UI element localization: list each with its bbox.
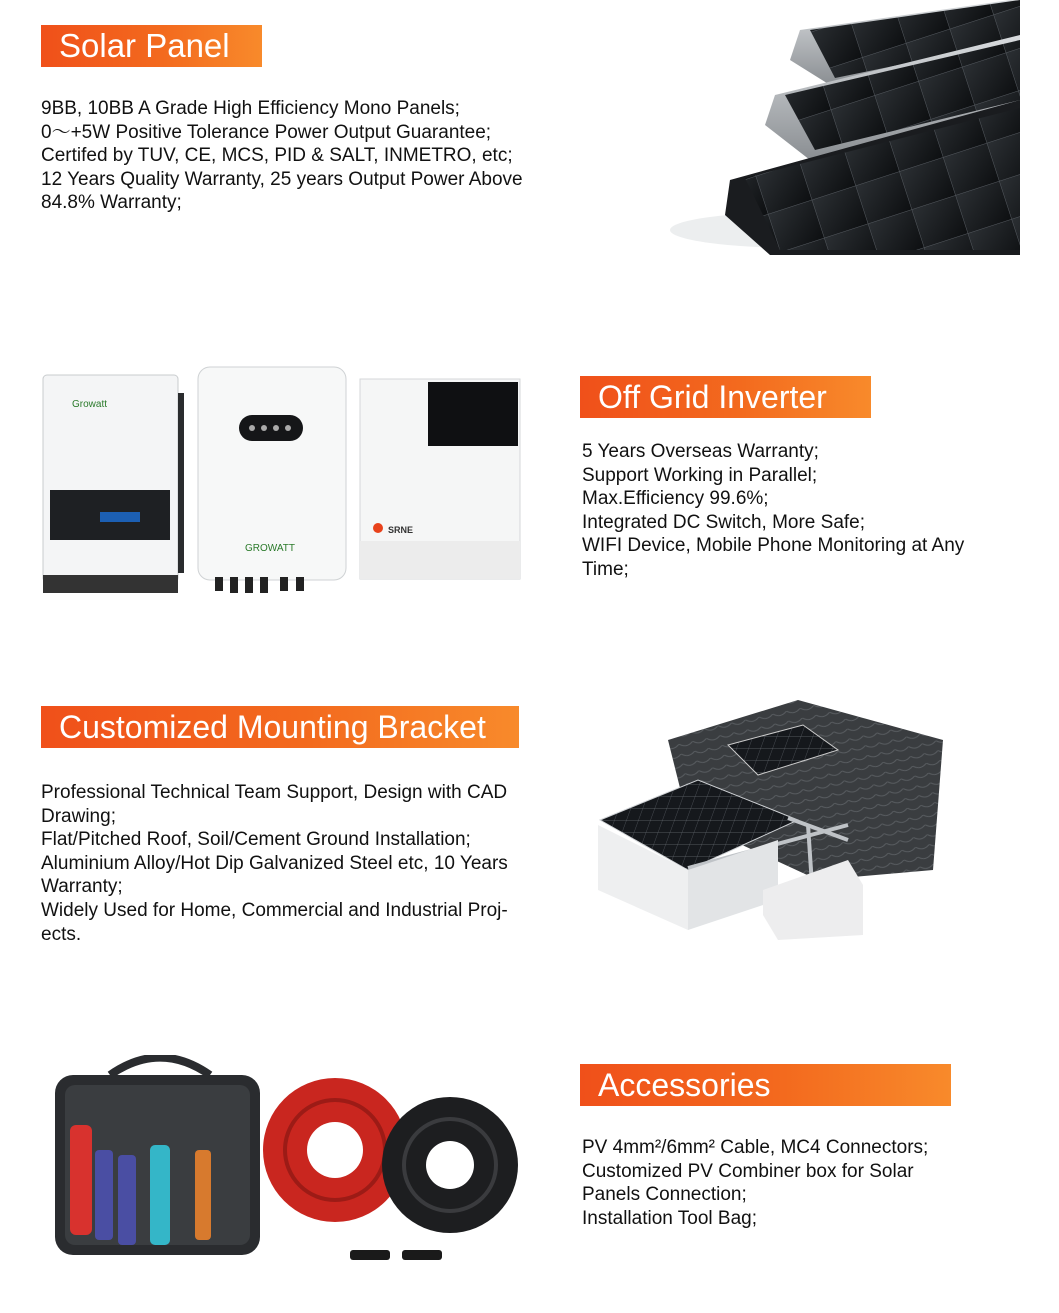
inverter-title (580, 376, 871, 418)
growatt-logo-1: Growatt (72, 399, 108, 410)
growatt-logo-2: GROWATT (245, 543, 295, 554)
description-line: WIFI Device, Mobile Phone Monitoring at Any (582, 535, 965, 557)
description-line: Warranty; (41, 876, 123, 898)
description-line: ects. (41, 923, 82, 945)
solar-panel-image (650, 0, 1020, 256)
accessories-title (580, 1064, 951, 1106)
accessories-title-text: Accessories (598, 1067, 771, 1103)
description-line: 5 Years Overseas Warranty; (582, 441, 819, 462)
srne-logo: SRNE (388, 525, 414, 535)
solar-panel-title-text: Solar Panel (59, 27, 230, 64)
mounting-bracket-title (41, 706, 519, 748)
solar-panel-title (41, 25, 262, 67)
mounting-bracket-description (41, 781, 508, 946)
inverter-image (40, 365, 522, 597)
description-line: Professional Technical Team Support, Design with CAD (41, 782, 508, 803)
inverter-title-text: Off Grid Inverter (598, 379, 827, 415)
description-line: Certifed by TUV, CE, MCS, PID & SALT, INMETRO, etc; (41, 145, 513, 167)
inverter-description (582, 440, 964, 582)
description-line: 9BB, 10BB A Grade High Efficiency Mono Panels; (41, 98, 460, 119)
description-line: PV 4mm²/6mm² Cable, MC4 Connectors; (582, 1137, 929, 1158)
description-line: Flat/Pitched Roof, Soil/Cement Ground Installation; (41, 829, 471, 851)
description-line: Integrated DC Switch, More Safe; (582, 511, 866, 533)
description-line: Time; (582, 558, 629, 580)
description-line: 84.8% Warranty; (41, 192, 182, 214)
accessories-image (50, 1055, 520, 1270)
description-line: 0～+5W Positive Tolerance Power Output Guarantee; (41, 121, 492, 143)
description-line: Support Working in Parallel; (582, 464, 818, 486)
accessories-description (582, 1136, 928, 1230)
description-line: Drawing; (41, 805, 116, 827)
description-line: 12 Years Quality Warranty, 25 years Output Power Above (41, 168, 523, 190)
mounting-bracket-image (598, 700, 948, 950)
mounting-bracket-title-text: Customized Mounting Bracket (59, 709, 486, 745)
description-line: Max.Efficiency 99.6%; (582, 488, 769, 510)
description-line: Widely Used for Home, Commercial and Industrial Proj- (41, 899, 508, 921)
solar-panel-description (41, 97, 523, 215)
description-line: Aluminium Alloy/Hot Dip Galvanized Steel etc, 10 Years (41, 852, 508, 874)
description-line: Installation Tool Bag; (582, 1207, 757, 1229)
description-line: Customized PV Combiner box for Solar (582, 1160, 914, 1182)
description-line: Panels Connection; (582, 1184, 747, 1206)
